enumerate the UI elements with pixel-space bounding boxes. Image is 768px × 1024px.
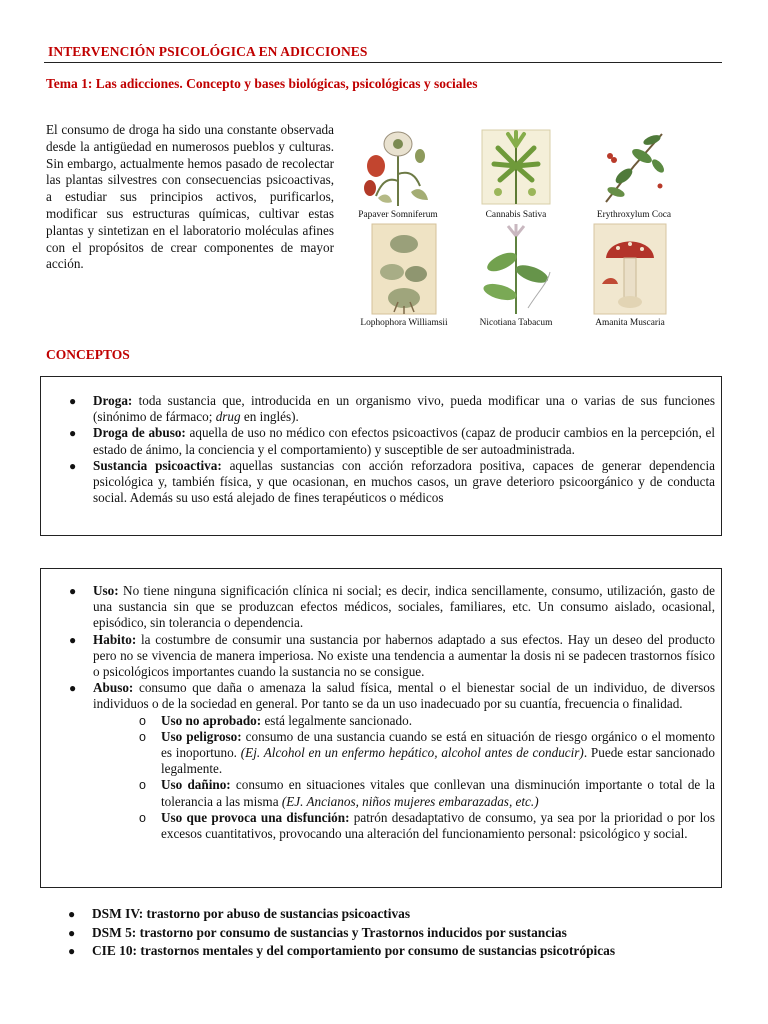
term: Uso dañino:: [161, 777, 231, 793]
plant-caption: Lophophora Williamsii: [360, 318, 448, 328]
list-item: [69, 632, 715, 681]
classification-text: CIE 10: trastornos mentales y del comportamiento por consumo de sustancias psicotrópicas: [92, 943, 616, 959]
list-item: [69, 458, 715, 507]
circle-bullet-icon: o: [139, 778, 146, 793]
title-divider: [44, 62, 722, 63]
topic-heading: Tema 1: Las adicciones. Concepto y bases biológicas, psicológicas y sociales: [46, 76, 478, 91]
list-item: [68, 924, 728, 943]
list-item: [68, 942, 728, 961]
bullet-icon: ●: [68, 925, 76, 940]
usage-list: [69, 583, 715, 842]
term: Habito:: [93, 631, 137, 647]
definition: . Puede estar sancionado legalmente.: [161, 745, 715, 777]
tobacco-illustration: [478, 222, 554, 316]
bullet-icon: ●: [69, 584, 77, 598]
definition: consumo en situaciones vitales que conllevan una disminución importante o total de la tolerancia a las misma: [161, 777, 716, 809]
example-emphasis: (EJ. Ancianos, niños mujeres embarazadas, etc.): [281, 793, 539, 809]
list-item: [68, 905, 728, 924]
list-item: [93, 810, 715, 842]
plant-caption: Cannabis Sativa: [485, 210, 547, 220]
classification-text: DSM IV: trastorno por abuso de sustancias psicoactivas: [92, 906, 411, 921]
abuse-subtypes-list: [93, 713, 715, 843]
definition: en inglés).: [240, 409, 299, 425]
term: Uso peligroso:: [161, 728, 242, 744]
list-item: [93, 713, 715, 729]
definition: la costumbre de consumir una sustancia por habernos adaptado a sus efectos. Hay un deseo del producto pero no se vivencia de manera imperiosa. No existe una tendencia a aumentar la dosis ni se padecen trastornos físico o psicológicos importantes cuando la sustancia no se consigue.: [93, 631, 715, 680]
definition: consumo de una sustancia cuando se está en situación de riesgo orgánico o el momento es inoportuno.: [161, 728, 715, 761]
poppy-illustration: [356, 126, 440, 208]
list-item: [69, 425, 715, 457]
definitions-list: [69, 393, 715, 506]
term: Uso:: [93, 583, 119, 598]
intro-paragraph: El consumo de droga ha sido una constante observada desde la antigüedad en numerosos pueblos y culturas. Sin embargo, actualmente hemos pasado de recolectar las plantas silvestres con consecuencias psicoactivas, a estudiar sus principios activos, purificarlos, modificar sus estructuras químicas, cultivar estas plantas y sintetizan en el laboratorio moléculas afines con el propósitos de crear componentes de mayor acción.: [46, 122, 334, 272]
bullet-icon: ●: [69, 394, 77, 408]
usage-types-box: [40, 568, 722, 888]
classifications-list: [68, 905, 728, 961]
list-item: [93, 729, 715, 778]
bullet-icon: ●: [69, 681, 77, 696]
mushroom-illustration: [592, 222, 668, 316]
peyote-illustration: [370, 222, 438, 316]
plant-nicotiana: [456, 222, 576, 328]
plant-lophophora: [344, 222, 464, 328]
plant-papaver: [338, 126, 458, 220]
circle-bullet-icon: o: [139, 810, 146, 825]
plant-amanita: [570, 222, 690, 328]
plant-coca: [574, 126, 694, 220]
example-emphasis: (Ej. Alcohol en un enfermo hepático, alcohol antes de conducir): [240, 745, 584, 761]
term: Uso que provoca una disfunción:: [161, 809, 350, 825]
list-item: [69, 583, 715, 632]
plant-caption: Nicotiana Tabacum: [479, 318, 553, 328]
bullet-icon: ●: [69, 458, 77, 473]
definitions-box: [40, 376, 722, 536]
circle-bullet-icon: o: [139, 713, 146, 728]
definition: toda sustancia que, introducida en un organismo vivo, pueda modificar una o varias de sus funciones (sinónimo de fármaco;: [93, 393, 715, 425]
term: Droga:: [93, 393, 133, 408]
plant-caption: Amanita Muscaria: [595, 318, 665, 328]
term: Sustancia psicoactiva:: [93, 457, 222, 473]
term: Abuso:: [93, 680, 134, 696]
plant-caption: Papaver Somniferum: [358, 210, 438, 220]
classification-text: DSM 5: trastorno por consumo de sustancias y Trastornos inducidos por sustancias: [92, 924, 567, 940]
definition: aquellas sustancias con acción reforzadora positiva, capaces de generar dependencia psicológica y, también física, y que ocasionan, en muchos casos, un grave deterioro psicoorgánico y de conducta social. Además su uso está alejado de fines terapéuticos o médicos: [93, 457, 715, 506]
concepts-heading: CONCEPTOS: [46, 347, 130, 362]
bullet-icon: ●: [68, 944, 76, 959]
circle-bullet-icon: o: [139, 729, 146, 744]
document-title: INTERVENCIÓN PSICOLÓGICA EN ADICCIONES: [48, 44, 368, 59]
bullet-icon: ●: [68, 907, 76, 921]
bullet-icon: ●: [69, 426, 77, 441]
list-item: [69, 680, 715, 842]
definition: patrón desadaptativo de consumo, ya sea por la prioridad o por los excesos cuantitativos, provocando una alteración del funcionamiento personal: psicológico y social.: [161, 809, 715, 842]
term: Uso no aprobado:: [161, 712, 262, 728]
definition: No tiene ninguna significación clínica ni social; es decir, indica sencillamente, consumo, utilización, gasto de una sustancia sin que se produzcan efectos médicos, sociales, familiares, etc. Un consumo aislado, ocasional, episódico, sin tolerancia o dependencia.: [93, 583, 715, 631]
definition-emphasis: drug: [215, 409, 241, 425]
bullet-icon: ●: [69, 632, 77, 647]
list-item: [69, 393, 715, 425]
coca-illustration: [594, 126, 674, 208]
definition: aquella de uso no médico con efectos psicoactivos (capaz de producir cambios en la percepción, el estado de ánimo, la conciencia y el comportamiento) y susceptible de ser autoadministrada.: [93, 425, 715, 457]
definition: consumo que daña o amenaza la salud física, mental o el bienestar social de un individuo, de diversos individuos o de la sociedad en general. Por tanto se da un uso inadecuado por su cuantía, frecuencia o finalidad.: [93, 680, 715, 712]
plant-caption: Erythroxylum Coca: [596, 210, 672, 220]
list-item: [93, 777, 715, 809]
cannabis-illustration: [480, 126, 552, 208]
term: Droga de abuso:: [93, 425, 186, 441]
definition: está legalmente sancionado.: [261, 712, 413, 728]
plant-cannabis: [456, 126, 576, 220]
